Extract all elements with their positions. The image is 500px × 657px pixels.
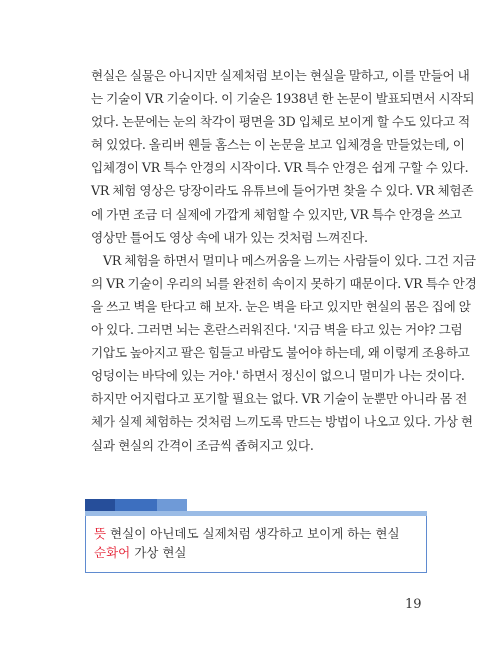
tab-decoration xyxy=(115,499,157,511)
text-line: 입체경이 VR 특수 안경의 시작이다. VR 특수 안경은 쉽게 구할 수 있다. xyxy=(91,160,469,176)
text-line: 에 가면 조금 더 실제에 가깝게 체험할 수 있지만, VR 특수 안경을 쓰고 xyxy=(91,206,462,222)
vocab-entry-meaning xyxy=(94,524,418,543)
text-line: 었다. 논문에는 눈의 착각이 평면을 3D 입체로 보이게 할 수도 있다고 적 xyxy=(91,114,470,130)
paragraph-2 xyxy=(91,249,477,457)
vocab-term: 순화어 xyxy=(94,545,131,560)
tab-decoration xyxy=(157,499,187,511)
text-line: 을 쓰고 벽을 탄다고 해 보자. 눈은 벽을 타고 있지만 현실의 몸은 집에 앉 xyxy=(91,298,471,314)
text-line: 아 있다. 그러면 뇌는 혼란스러워진다. '지금 벽을 타고 있는 거야? 그럼 xyxy=(91,322,463,338)
vocab-term: 뜻 xyxy=(94,526,107,541)
text-line: 혀 있었다. 올리버 웬들 홈스는 이 논문을 보고 입체경을 만들었는데, 이 xyxy=(91,137,465,153)
tab-decoration xyxy=(85,499,115,511)
vocab-definition: 가상 현실 xyxy=(130,545,187,560)
text-line: 기압도 높아지고 팔은 힘들고 바람도 불어야 하는데, 왜 이렇게 조용하고 xyxy=(91,345,470,361)
text-line: VR 체험 영상은 당장이라도 유튜브에 들어가면 찾을 수 있다. VR 체험존 xyxy=(91,183,474,199)
vocabulary-box-body xyxy=(85,516,427,573)
vocab-definition: 현실이 아닌데도 실제처럼 생각하고 보이게 하는 현실 xyxy=(106,526,400,541)
text-line: 체가 실제 체험하는 것처럼 느끼도록 만드는 방법이 나오고 있다. 가상 현 xyxy=(91,414,473,430)
text-line: 엉덩이는 바닥에 있는 거야.' 하면서 정신이 없으니 멀미가 나는 것이다. xyxy=(91,368,465,384)
text-line: VR 체험을 하면서 멀미나 메스꺼움을 느끼는 사람들이 있다. 그건 지금 xyxy=(103,252,476,268)
vocabulary-box-tabs xyxy=(85,499,427,511)
paragraph-1 xyxy=(91,64,475,249)
text-line: 현실은 실물은 아니지만 실제처럼 보이는 현실을 말하고, 이를 만들어 내 xyxy=(91,68,470,83)
text-line: 실과 현실의 간격이 조금씩 좁혀지고 있다. xyxy=(91,437,314,453)
page-number: 19 xyxy=(405,597,422,612)
vocabulary-box xyxy=(85,499,427,573)
vocab-entry-refined-word xyxy=(94,543,418,562)
text-line: 영상만 틀어도 영상 속에 내가 있는 것처럼 느껴진다. xyxy=(91,229,368,245)
text-line: 는 기술이 VR 기술이다. 이 기술은 1938년 한 논문이 발표되면서 시작되 xyxy=(91,91,475,107)
article-body xyxy=(91,64,477,457)
text-line: 의 VR 기술이 우리의 뇌를 완전히 속이지 못하기 때문이다. VR 특수 안경 xyxy=(91,275,477,291)
text-line: 하지만 어지럽다고 포기할 필요는 없다. VR 기술이 눈뿐만 아니라 몸 전 xyxy=(91,391,468,407)
